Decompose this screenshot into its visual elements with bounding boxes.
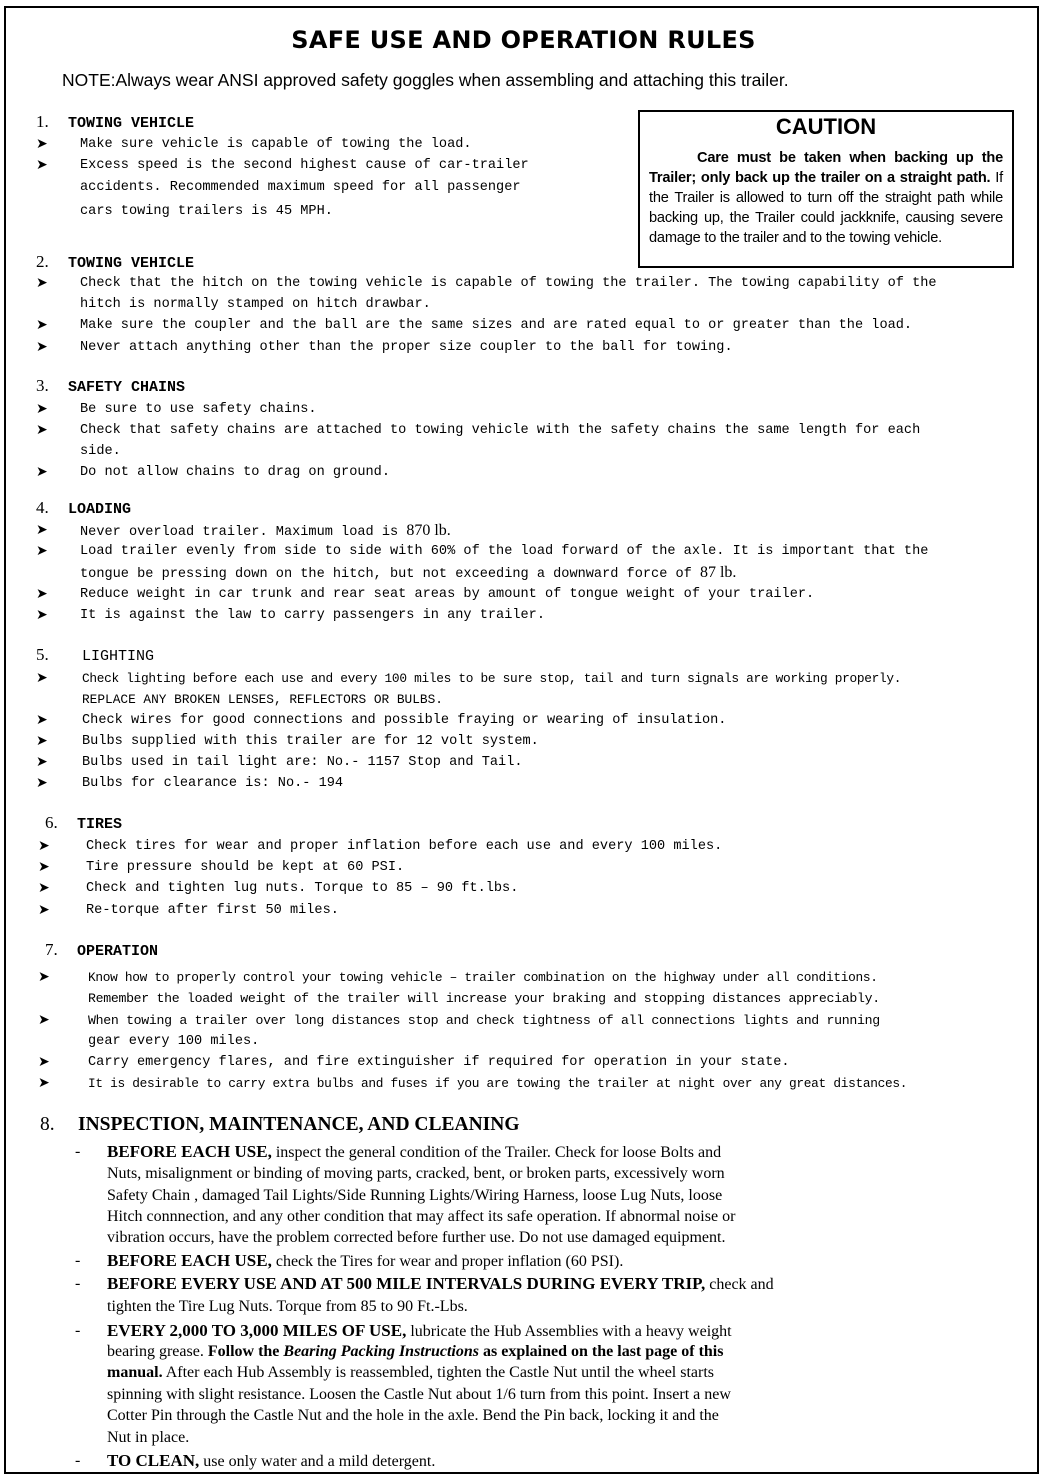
bullet-arrow-icon: ➤: [36, 522, 48, 538]
dash-bullet: -: [75, 1252, 81, 1269]
list-item: Check tires for wear and proper inflation before each use and every 100 miles.: [86, 839, 723, 854]
bullet-arrow-icon: ➤: [36, 775, 48, 791]
list-item: Load trailer evenly from side to side with 60% of the load forward of the axle. It is important that the: [80, 544, 929, 559]
list-item: Check lighting before each use and every 100 miles to be sure stop, tail and turn signals are working properly.: [82, 671, 902, 686]
list-item-continuation: vibration occurs, have the problem corrected before further use. Do not use damaged equipment.: [107, 1229, 726, 1246]
bullet-arrow-icon: ➤: [36, 607, 48, 623]
tongue-force-value: 87 lb.: [699, 564, 737, 581]
list-item: Be sure to use safety chains.: [80, 402, 317, 417]
caution-title: CAUTION: [775, 114, 877, 139]
bullet-arrow-icon: ➤: [36, 754, 48, 770]
section-8-header: 8. INSPECTION, MAINTENANCE, AND CLEANING: [40, 1114, 520, 1135]
bullet-arrow-icon: ➤: [36, 339, 48, 355]
list-item: BEFORE EVERY USE AND AT 500 MILE INTERVALS DURING EVERY TRIP, check and: [107, 1274, 774, 1293]
bullet-arrow-icon: ➤: [38, 902, 50, 918]
dash-bullet: -: [75, 1452, 81, 1469]
list-item: Excess speed is the second highest cause of car-trailer: [80, 158, 529, 173]
list-item: Make sure vehicle is capable of towing the load.: [80, 137, 472, 152]
list-item: Tire pressure should be kept at 60 PSI.: [86, 860, 405, 875]
bullet-arrow-icon: ➤: [38, 838, 50, 854]
caution-body: [649, 148, 1003, 248]
list-item-continuation: tighten the Tire Lug Nuts. Torque from 85 to 90 Ft.-Lbs.: [107, 1298, 468, 1315]
section-1-header: 1. TOWING VEHICLE: [36, 112, 195, 132]
bullet-arrow-icon: ➤: [36, 586, 48, 602]
bullet-arrow-icon: ➤: [36, 401, 48, 417]
list-item-continuation: hitch is normally stamped on hitch drawbar.: [80, 297, 431, 312]
bullet-arrow-icon: ➤: [38, 859, 50, 875]
list-item-continuation: Safety Chain , damaged Tail Lights/Side Running Lights/Wiring Harness, loose Lug Nuts, loose: [107, 1187, 723, 1204]
bullet-arrow-icon: ➤: [36, 712, 48, 728]
list-item: Reduce weight in car trunk and rear seat areas by amount of tongue weight of your trailer.: [80, 587, 815, 602]
list-item: TO CLEAN, use only water and a mild detergent.: [107, 1451, 436, 1470]
list-item-continuation: Remember the loaded weight of the trailer will increase your braking and stopping distances appreciably.: [88, 991, 880, 1006]
bullet-arrow-icon: ➤: [36, 543, 48, 559]
list-item-continuation: tongue be pressing down on the hitch, but not exceeding a downward force of 87 lb.: [80, 564, 737, 582]
bullet-arrow-icon: ➤: [36, 733, 48, 749]
section-7-header: 7. OPERATION: [45, 940, 159, 960]
list-item: Carry emergency flares, and fire extinguisher if required for operation in your state.: [88, 1055, 790, 1070]
bullet-arrow-icon: ➤: [38, 880, 50, 896]
list-item: It is desirable to carry extra bulbs and fuses if you are towing the trailer at night over any great distances.: [88, 1076, 908, 1091]
list-item: Check that safety chains are attached to towing vehicle with the safety chains the same length for each: [80, 423, 921, 438]
bullet-arrow-icon: ➤: [36, 670, 48, 686]
caution-text: If the Trailer is allowed to turn off the straight path while backing up, the Trailer could jackknife, causing severe damage to the trailer and to the towing vehicle.: [649, 170, 1003, 246]
bullet-arrow-icon: ➤: [38, 1075, 50, 1091]
section-6-header: 6. TIRES: [45, 813, 123, 833]
max-load-value: 870 lb.: [406, 522, 451, 539]
caution-bold-text: Care must be taken when backing up the Trailer; only back up the trailer on a straight path.: [649, 150, 1003, 186]
list-item-continuation: bearing grease. Follow the Bearing Packing Instructions as explained on the last page of this: [107, 1343, 724, 1360]
bullet-arrow-icon: ➤: [36, 275, 48, 291]
bullet-arrow-icon: ➤: [38, 1012, 50, 1028]
section-5-header: 5. LIGHTING: [36, 645, 155, 665]
section-3-header: 3. SAFETY CHAINS: [36, 376, 186, 396]
list-item: EVERY 2,000 TO 3,000 MILES OF USE, lubricate the Hub Assemblies with a heavy weight: [107, 1321, 732, 1340]
dash-bullet: -: [75, 1275, 81, 1292]
list-item: Check that the hitch on the towing vehicle is capable of towing the trailer. The towing capability of the: [80, 276, 937, 291]
bullet-arrow-icon: ➤: [38, 969, 50, 985]
bullet-arrow-icon: ➤: [36, 422, 48, 438]
section-4-header: 4. LOADING: [36, 498, 132, 518]
bullet-arrow-icon: ➤: [38, 1054, 50, 1070]
list-item: Check and tighten lug nuts. Torque to 85 – 90 ft.lbs.: [86, 881, 519, 896]
list-item: When towing a trailer over long distances stop and check tightness of all connections lights and running: [88, 1013, 880, 1028]
bullet-arrow-icon: ➤: [36, 157, 48, 173]
dash-bullet: -: [75, 1143, 81, 1160]
bullet-arrow-icon: ➤: [36, 464, 48, 480]
safety-note: NOTE:Always wear ANSI approved safety goggles when assembling and attaching this trailer.: [62, 70, 789, 90]
list-item: Never attach anything other than the proper size coupler to the ball for towing.: [80, 340, 733, 355]
list-item: Bulbs for clearance is: No.- 194: [82, 776, 344, 791]
list-item-continuation: manual. After each Hub Assembly is reassembled, tighten the Castle Nut until the wheel starts: [107, 1364, 715, 1381]
list-item: Bulbs supplied with this trailer are for 12 volt system.: [82, 734, 539, 749]
list-item-continuation: Nut in place.: [107, 1429, 190, 1446]
list-item: BEFORE EACH USE, check the Tires for wear and proper inflation (60 PSI).: [107, 1251, 624, 1270]
list-item: Never overload trailer. Maximum load is 870 lb.: [80, 522, 451, 540]
list-item-continuation: gear every 100 miles.: [88, 1034, 260, 1049]
list-item-continuation: Hitch connnection, and any other condition that may affect its safe operation. If abnormal noise or: [107, 1208, 736, 1225]
list-item: Know how to properly control your towing vehicle – trailer combination on the highway under all conditions.: [88, 970, 878, 985]
list-item: Make sure the coupler and the ball are the same sizes and are rated equal to or greater than the load.: [80, 318, 913, 333]
list-item: BEFORE EACH USE, inspect the general condition of the Trailer. Check for loose Bolts and: [107, 1142, 722, 1161]
section-2-header: 2. TOWING VEHICLE: [36, 252, 195, 272]
caution-box: [638, 110, 1014, 268]
list-item-continuation: side.: [80, 444, 121, 459]
list-item-continuation: Cotter Pin through the Castle Nut and the hole in the axle. Bend the Pin back, locking it and the: [107, 1407, 719, 1424]
page-title: SAFE USE AND OPERATION RULES: [291, 26, 756, 54]
dash-bullet: -: [75, 1322, 81, 1339]
list-item: Do not allow chains to drag on ground.: [80, 465, 390, 480]
list-item: It is against the law to carry passengers in any trailer.: [80, 608, 545, 623]
list-item: Re-torque after first 50 miles.: [86, 903, 339, 918]
list-item-continuation: spinning with slight resistance. Loosen the Castle Nut about 1/6 turn from this point. Insert a new: [107, 1386, 731, 1403]
list-item: Bulbs used in tail light are: No.- 1157 Stop and Tail.: [82, 755, 523, 770]
list-item: Check wires for good connections and possible fraying or wearing of insulation.: [82, 713, 727, 728]
bullet-arrow-icon: ➤: [36, 136, 48, 152]
list-item-continuation: Nuts, misalignment or binding of moving parts, cracked, bent, or broken parts, excessively worn: [107, 1165, 725, 1182]
list-item-continuation: accidents. Recommended maximum speed for all passenger: [80, 180, 521, 195]
bullet-arrow-icon: ➤: [36, 317, 48, 333]
list-item-continuation: REPLACE ANY BROKEN LENSES, REFLECTORS OR BULBS.: [82, 692, 443, 707]
list-item-continuation: cars towing trailers is 45 MPH.: [80, 204, 333, 219]
